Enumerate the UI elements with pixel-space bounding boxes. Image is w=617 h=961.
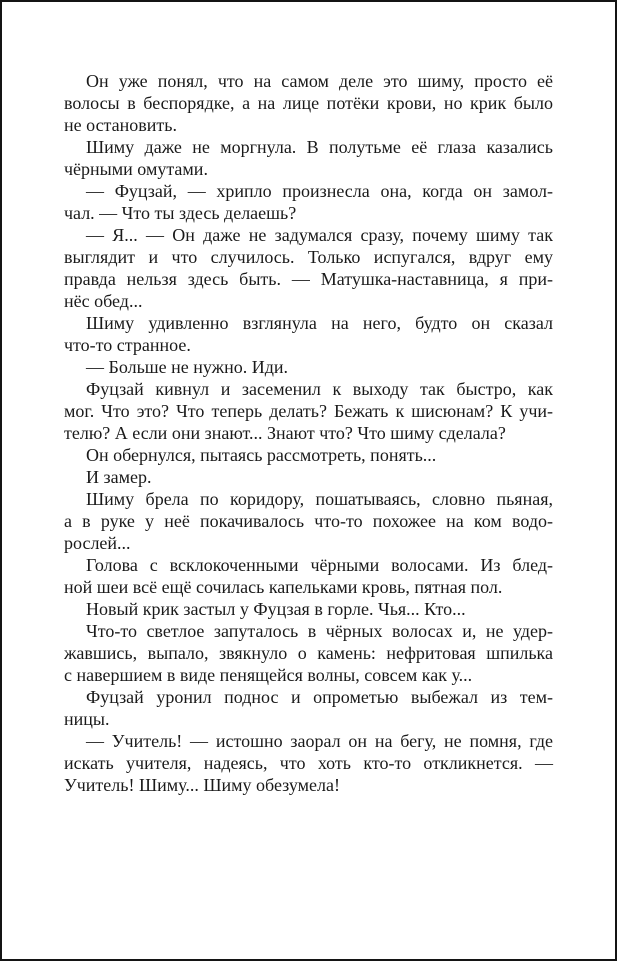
text-line: Фуцзай уронил поднос и опрометью выбежал из тем-	[86, 687, 553, 707]
text-line: Голова с всклокоченными чёрными волосами. Из блед-	[86, 555, 553, 575]
text-line: Он обернулся, пытаясь рассмотреть, понять...	[86, 445, 437, 465]
text-line: не остановить.	[64, 115, 177, 135]
paragraph	[64, 488, 553, 554]
page-text-block	[64, 70, 553, 796]
text-line: чал. — Что ты здесь делаешь?	[64, 203, 297, 223]
paragraph	[64, 378, 553, 444]
text-line: — Учитель! — истошно заорал он на бегу, не помня, где	[86, 731, 553, 751]
text-line: волосы в беспорядке, а на лице потёки крови, но крик было	[64, 93, 553, 113]
text-line: чёрными омутами.	[64, 159, 208, 179]
paragraph	[64, 224, 553, 312]
text-line: жавшись, выпало, звякнуло о камень: нефритовая шпилька	[64, 643, 553, 663]
text-line: выглядит и что случилось. Только испугался, вдруг ему	[64, 247, 553, 267]
paragraph	[64, 620, 553, 686]
text-line: Учитель! Шиму... Шиму обезумела!	[64, 775, 341, 795]
text-line: Шиму даже не моргнула. В полутьме её глаза казались	[86, 137, 553, 157]
text-line: искать учителя, надеясь, что хоть кто-то откликнется. —	[64, 753, 553, 773]
text-line: что-то странное.	[64, 335, 191, 355]
text-line: — Фуцзай, — хрипло произнесла она, когда он замол-	[86, 181, 553, 201]
paragraph	[64, 356, 553, 378]
paragraph	[64, 554, 553, 598]
text-line: Новый крик застыл у Фуцзая в горле. Чья... Кто...	[86, 599, 466, 619]
paragraph	[64, 444, 553, 466]
text-line: Что-то светлое запуталось в чёрных волосах и, не удер-	[86, 621, 553, 641]
paragraph	[64, 686, 553, 730]
paragraph	[64, 180, 553, 224]
paragraph	[64, 312, 553, 356]
text-line: мог. Что это? Что теперь делать? Бежать к шисюнам? К учи-	[64, 401, 553, 421]
paragraph	[64, 598, 553, 620]
text-line: с навершием в виде пенящейся волны, совсем как у...	[64, 665, 473, 685]
text-line: И замер.	[86, 467, 152, 487]
text-line: рослей...	[64, 533, 131, 553]
paragraph	[64, 136, 553, 180]
text-line: — Я... — Он даже не задумался сразу, почему шиму так	[86, 225, 553, 245]
text-line: а в руке у неё покачивалось что-то похожее на ком водо-	[64, 511, 553, 531]
text-line: Шиму брела по коридору, пошатываясь, словно пьяная,	[86, 489, 553, 509]
text-line: Фуцзай кивнул и засеменил к выходу так быстро, как	[86, 379, 553, 399]
text-line: правда нельзя здесь быть. — Матушка-наставница, я при-	[64, 269, 553, 289]
text-line: ной шеи всё ещё сочилась капельками кровь, пятная пол.	[64, 577, 503, 597]
paragraph	[64, 70, 553, 136]
text-line: Он уже понял, что на самом деле это шиму, просто её	[86, 71, 553, 91]
text-line: телю? А если они знают... Знают что? Что шиму сделала?	[64, 423, 506, 443]
text-line: — Больше не нужно. Иди.	[86, 357, 289, 377]
text-line: ницы.	[64, 709, 110, 729]
paragraph	[64, 466, 553, 488]
text-line: Шиму удивленно взглянула на него, будто он сказал	[86, 313, 553, 333]
text-line: нёс обед...	[64, 291, 143, 311]
paragraph	[64, 730, 553, 796]
